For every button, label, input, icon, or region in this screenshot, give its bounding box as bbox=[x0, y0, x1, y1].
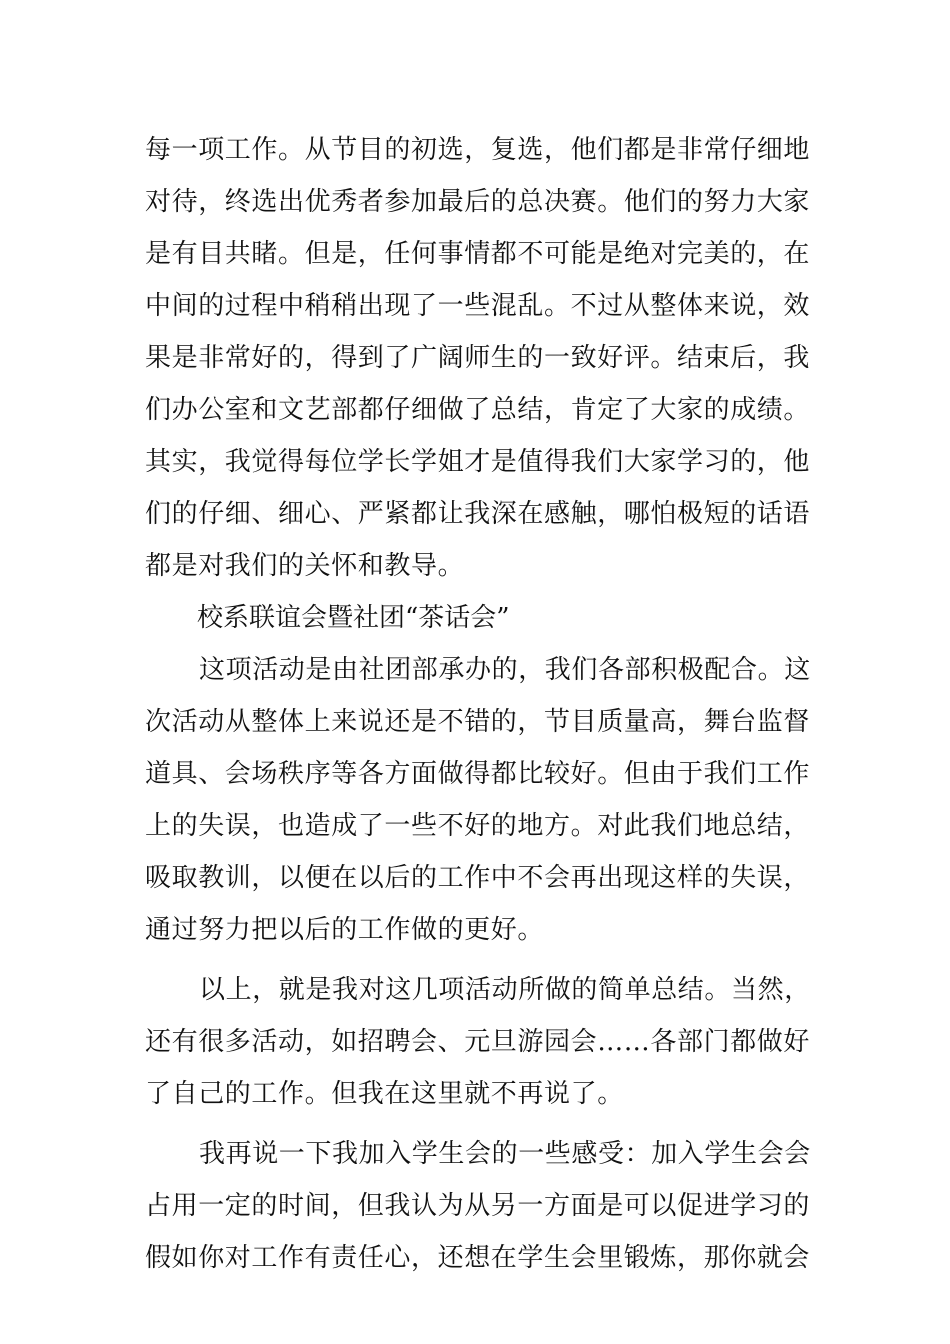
section-heading bbox=[145, 592, 815, 644]
text-line: 都是对我们的关怀和教导。 bbox=[145, 551, 465, 581]
text-line: 果是非常好的，得到了广阔师生的一致好评。结束后，我 bbox=[145, 343, 811, 373]
paragraph-gap bbox=[145, 1120, 815, 1128]
text-line: 们的仔细、细心、严紧都让我深在感触，哪怕极短的话语 bbox=[145, 499, 811, 529]
text-line: 以上，就是我对这几项活动所做的简单总结。当然， bbox=[199, 975, 811, 1005]
text-line: 通过努力把以后的工作做的更好。 bbox=[145, 915, 545, 945]
text-line: 每一项工作。从节目的初选，复选，他们都是非常仔细地 bbox=[145, 135, 811, 165]
paragraph-4 bbox=[145, 1128, 815, 1284]
text-line: 道具、会场秩序等各方面做得都比较好。但由于我们工作 bbox=[145, 759, 811, 789]
text-line: 这项活动是由社团部承办的，我们各部积极配合。这 bbox=[199, 655, 811, 685]
text-line: 中间的过程中稍稍出现了一些混乱。不过从整体来说，效 bbox=[145, 291, 811, 321]
text-line: 我再说一下我加入学生会的一些感受：加入学生会会 bbox=[199, 1139, 811, 1169]
text-line: 对待，终选出优秀者参加最后的总决赛。他们的努力大家 bbox=[145, 187, 811, 217]
document-body bbox=[145, 124, 815, 1284]
paragraph-3 bbox=[145, 964, 815, 1120]
text-line: 次活动从整体上来说还是不错的，节目质量高，舞台监督 bbox=[145, 707, 811, 737]
paragraph-gap bbox=[145, 956, 815, 964]
text-line: 吸取教训，以便在以后的工作中不会再出现这样的失误， bbox=[145, 863, 811, 893]
section-heading-text: 校系联谊会暨社团“茶话会” bbox=[197, 603, 510, 633]
text-line: 上的失误，也造成了一些不好的地方。对此我们地总结， bbox=[145, 811, 811, 841]
paragraph-2 bbox=[145, 644, 815, 956]
text-line: 了自己的工作。但我在这里就不再说了。 bbox=[145, 1079, 624, 1109]
text-line: 假如你对工作有责任心，还想在学生会里锻炼，那你就会 bbox=[145, 1243, 811, 1273]
text-line: 是有目共睹。但是，任何事情都不可能是绝对完美的，在 bbox=[145, 239, 811, 269]
text-line: 占用一定的时间，但我认为从另一方面是可以促进学习的 bbox=[145, 1191, 811, 1221]
text-line: 还有很多活动，如招聘会、元旦游园会……各部门都做好 bbox=[145, 1027, 811, 1057]
paragraph-1 bbox=[145, 124, 815, 592]
text-line: 其实，我觉得每位学长学姐才是值得我们大家学习的，他 bbox=[145, 447, 811, 477]
text-line: 们办公室和文艺部都仔细做了总结，肯定了大家的成绩。 bbox=[145, 395, 811, 425]
